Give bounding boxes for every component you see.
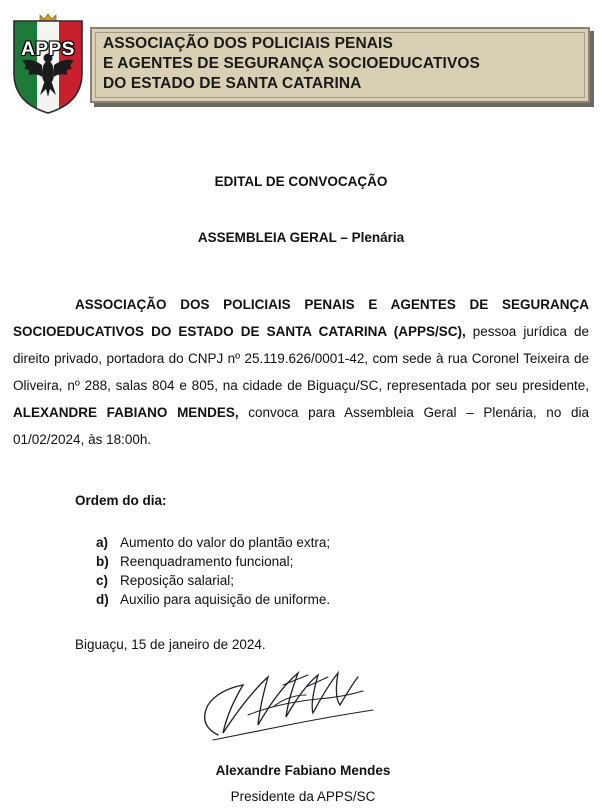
president-name: ALEXANDRE FABIANO MENDES, xyxy=(13,405,239,420)
signatory-role: Presidente da APPS/SC xyxy=(230,789,376,804)
place-date: Biguaçu, 15 de janeiro de 2024. xyxy=(75,637,266,652)
agenda-text: Reenquadramento funcional; xyxy=(120,554,294,569)
document-title: EDITAL DE CONVOCAÇÃO xyxy=(214,174,388,189)
header-banner xyxy=(90,27,590,103)
agenda-item xyxy=(96,571,330,590)
agenda-marker: d) xyxy=(96,592,109,607)
agenda-title: Ordem do dia: xyxy=(75,493,167,508)
agenda-text: Auxilio para aquisição de uniforme. xyxy=(120,592,331,607)
agenda-marker: a) xyxy=(96,535,109,550)
apps-logo xyxy=(10,13,86,117)
organization-name: ASSOCIAÇÃO DOS POLICIAIS PENAIS E AGENTES DE SEGURANÇA SOCIOEDUCATIVOS DO ESTADO DE SANTA CATARINA (APPS/SC), xyxy=(13,297,589,339)
agenda-text: Reposição salarial; xyxy=(120,573,235,588)
handwritten-signature xyxy=(188,655,388,755)
agenda-item xyxy=(96,533,330,552)
document-subtitle: ASSEMBLEIA GERAL – Plenária xyxy=(197,230,405,245)
org-name-line-3: DO ESTADO DE SANTA CATARINA xyxy=(103,75,362,92)
signatory-name: Alexandre Fabiano Mendes xyxy=(215,763,391,778)
org-name-line-2: E AGENTES DE SEGURANÇA SOCIOEDUCATIVOS xyxy=(103,55,480,72)
paragraph-text-2: convoca para Assembleia Geral – Plenária, no dia 01/02/2024, às 18:00h. xyxy=(13,405,589,447)
logo-text: APPS xyxy=(21,39,75,60)
agenda-marker: c) xyxy=(96,573,109,588)
agenda-marker: b) xyxy=(96,554,109,569)
agenda-item xyxy=(96,590,330,609)
signature-icon xyxy=(188,655,388,755)
agenda-item xyxy=(96,552,330,571)
org-name-line-1: ASSOCIAÇÃO DOS POLICIAIS PENAIS xyxy=(103,35,393,52)
shield-emblem-icon xyxy=(10,13,86,117)
convocation-paragraph xyxy=(13,291,589,453)
agenda-text: Aumento do valor do plantão extra; xyxy=(120,535,331,550)
agenda-list xyxy=(96,533,330,609)
paragraph-text-1: pessoa jurídica de direito privado, portadora do CNPJ nº 25.119.626/0001-42, com sede à rua Coronel Teixeira de Oliveira, nº 288, salas 804 e 805, na cidade de Biguaçu/SC, representada por seu presidente, xyxy=(13,324,589,393)
